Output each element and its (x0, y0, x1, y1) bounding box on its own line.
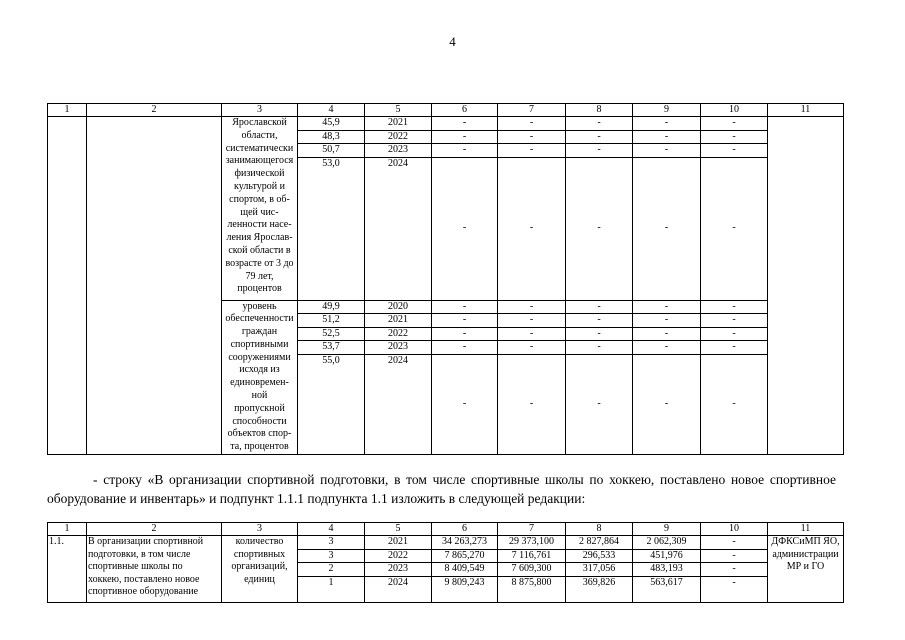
cell-value: 51,2 (298, 314, 365, 328)
col-header: 5 (365, 523, 432, 536)
page-number: 4 (449, 34, 456, 49)
cell-value: 2 (298, 563, 365, 577)
table-row: уровень обеспеченности граждан спортивными сооружениями исходя из единовремен- ной пропускной способности объектов спор- та, процентов 49,9 2020 - - - - - (48, 300, 844, 314)
table-row: Ярославской области, систематически занимающегося физической культурой и спортом, в об- щей чис- ленности насе- ления Ярослав- ской области в возрасте от 3 до 79 лет, процентов 45,9 2021 - - - - - (48, 117, 844, 131)
col-header: 4 (298, 104, 365, 117)
cell-year: 2021 (365, 536, 432, 550)
col-header: 10 (701, 104, 768, 117)
table-row: 52,5 2022 - - - - - (48, 327, 844, 341)
col-header: 2 (87, 523, 222, 536)
cell-year: 2022 (365, 549, 432, 563)
cell-value: 3 (298, 549, 365, 563)
indicator-2-text: уровень обеспеченности граждан спортивными сооружениями исходя из единовремен- ной пропускной способности объектов спор- та, процентов (222, 300, 298, 455)
cell-year: 2021 (365, 117, 432, 131)
col-header: 7 (498, 523, 566, 536)
cell-value: 53,7 (298, 341, 365, 355)
indicators-table (47, 103, 844, 455)
col-header: 6 (432, 523, 498, 536)
col-header: 8 (566, 104, 633, 117)
col-header: 1 (48, 523, 87, 536)
cell-value: 1 (298, 576, 365, 602)
table-row: 48,3 2022 - - - - - (48, 130, 844, 144)
table-row: 51,2 2021 - - - - - (48, 314, 844, 328)
col-header: 7 (498, 104, 566, 117)
cell-year: 2024 (365, 157, 432, 300)
cell-value: 52,5 (298, 327, 365, 341)
responsible: ДФКСиМП ЯО, администрации МР и ГО (768, 536, 844, 603)
col-header: 10 (701, 523, 768, 536)
col-header: 6 (432, 104, 498, 117)
col-header: 4 (298, 523, 365, 536)
col-header: 3 (222, 104, 298, 117)
col-header: 11 (768, 523, 844, 536)
table-row: 53,0 2024 - - - - - (48, 157, 844, 300)
cell-value: 48,3 (298, 130, 365, 144)
cell-value: 49,9 (298, 300, 365, 314)
cell-year: 2023 (365, 341, 432, 355)
cell-year: 2020 (365, 300, 432, 314)
measures-table (47, 522, 844, 603)
table-row: 50,7 2023 - - - - - (48, 144, 844, 158)
cell-value: 3 (298, 536, 365, 550)
cell-value: 45,9 (298, 117, 365, 131)
cell-year: 2023 (365, 563, 432, 577)
cell-value: 55,0 (298, 354, 365, 454)
measure-name: В организации спортивной подготовки, в том числе спортивные школы по хоккею, поставлено новое спортивное оборудование (87, 536, 222, 603)
cell-year: 2024 (365, 576, 432, 602)
instruction-paragraph: - строку «В организации спортивной подготовки, в том числе спортивные школы по хоккею, поставлено новое спортивное оборудование и инвентарь» и подпункт 1.1.1 подпункта 1.1 изложить в следующей редакции: (47, 472, 836, 506)
cell-year: 2023 (365, 144, 432, 158)
cell-value: 50,7 (298, 144, 365, 158)
header-row (48, 523, 844, 536)
table-row: 2 2023 8 409,549 7 609,300 317,056 483,193 - (48, 563, 844, 577)
table-row: 1 2024 9 809,243 8 875,800 369,826 563,617 - (48, 576, 844, 602)
col-header: 1 (48, 104, 87, 117)
col-header: 8 (566, 523, 633, 536)
cell-year: 2024 (365, 354, 432, 454)
item-number: 1.1. (48, 536, 87, 603)
indicator-name: количество спортивных организаций, единиц (222, 536, 298, 603)
table-row: 55,0 2024 - - - - - (48, 354, 844, 454)
cell-year: 2022 (365, 327, 432, 341)
col-header: 5 (365, 104, 432, 117)
header-row (48, 104, 844, 117)
cell-value: 53,0 (298, 157, 365, 300)
indicator-1-text: Ярославской области, систематически занимающегося физической культурой и спортом, в об- щей чис- ленности насе- ления Ярослав- ской области в возрасте от 3 до 79 лет, процентов (222, 117, 298, 301)
cell-year: 2022 (365, 130, 432, 144)
col-header: 9 (633, 104, 701, 117)
col-header: 11 (768, 104, 844, 117)
cell-year: 2021 (365, 314, 432, 328)
col-header: 9 (633, 523, 701, 536)
col-header: 2 (87, 104, 222, 117)
table-row: 53,7 2023 - - - - - (48, 341, 844, 355)
table-row: 3 2022 7 865,270 7 116,761 296,533 451,976 - (48, 549, 844, 563)
table-row: 1.1. В организации спортивной подготовки, в том числе спортивные школы по хоккею, поставлено новое спортивное оборудование количество спортивных организаций, единиц 3 2021 34 263,273 29 373,100 2 827,864 2 062,309 - ДФКСиМП ЯО, администрации МР и ГО (48, 536, 844, 550)
col-header: 3 (222, 523, 298, 536)
